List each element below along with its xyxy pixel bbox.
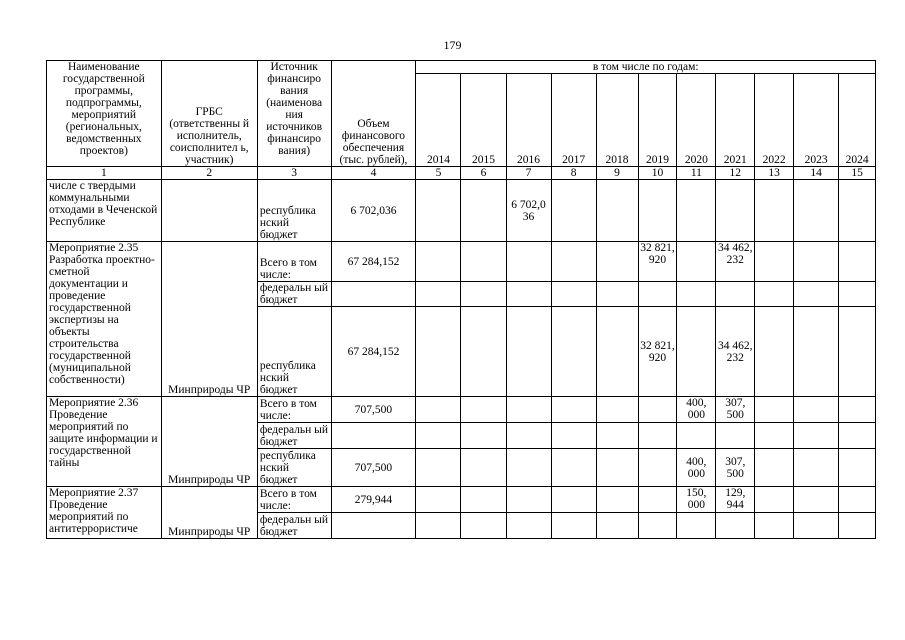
year-header: 2024 (839, 74, 876, 167)
header-volume: Объем финансового обеспечения (тыс. рублей), (331, 61, 416, 167)
year-value-2021: 307, 500 (716, 397, 755, 423)
volume-cell: 707,500 (331, 449, 416, 487)
header-years-caption: в том числе по годам: (416, 61, 876, 74)
year-value-2021: 307, 500 (716, 449, 755, 487)
funding-total-label: Всего в том числе: (257, 487, 331, 513)
column-number: 2 (161, 167, 257, 180)
year-header: 2016 (506, 74, 551, 167)
year-header: 2017 (551, 74, 596, 167)
year-header: 2020 (677, 74, 716, 167)
year-value-2020: 400, 000 (677, 397, 716, 423)
column-number: 8 (551, 167, 596, 180)
year-header: 2014 (416, 74, 461, 167)
volume-cell: 279,944 (331, 487, 416, 513)
year-header: 2022 (755, 74, 794, 167)
funding-source: республика нский бюджет (257, 180, 331, 242)
volume-cell (331, 282, 416, 307)
volume-cell (331, 423, 416, 449)
year-header: 2018 (596, 74, 638, 167)
year-value-2016: 6 702,0 36 (506, 180, 551, 242)
volume-cell: 707,500 (331, 397, 416, 423)
volume-cell: 67 284,152 (331, 307, 416, 397)
funding-source: республика нский бюджет (257, 307, 331, 397)
column-number: 6 (461, 167, 506, 180)
column-number: 10 (638, 167, 677, 180)
table-row (47, 487, 876, 513)
volume-cell: 67 284,152 (331, 242, 416, 282)
header-name: Наименование государственной программы, подпрограммы, мероприятий (региональных, ведомственных проектов) (47, 61, 162, 167)
funding-source: федеральн ый бюджет (257, 423, 331, 449)
column-number: 14 (794, 167, 839, 180)
column-number: 9 (596, 167, 638, 180)
year-header: 2019 (638, 74, 677, 167)
column-number: 13 (755, 167, 794, 180)
activity-name: Мероприятие 2.36 Проведение мероприятий по защите информации и государственной тайны (47, 397, 162, 487)
column-number: 15 (839, 167, 876, 180)
column-number: 7 (506, 167, 551, 180)
year-value-2021: 129, 944 (716, 487, 755, 513)
grbs-cell: Минприроды ЧР (161, 397, 257, 487)
column-number: 3 (257, 167, 331, 180)
funding-source: республика нский бюджет (257, 449, 331, 487)
year-value-2020: 400, 000 (677, 449, 716, 487)
table-row (47, 180, 876, 242)
activity-name: Мероприятие 2.37 Проведение мероприятий по антитеррористиче (47, 487, 162, 539)
year-header: 2021 (716, 74, 755, 167)
header-source: Источник финансиро вания (наименова ния источников финансиро вания) (257, 61, 331, 167)
activity-name: Мероприятие 2.35 Разработка проектно-сметной документации и проведение государственной экспертизы на объекты строительства государственной (муниципальной собственности) (47, 242, 162, 397)
funding-source: федеральн ый бюджет (257, 513, 331, 539)
volume-cell: 6 702,036 (331, 180, 416, 242)
funding-total-label: Всего в том числе: (257, 242, 331, 282)
funding-total-label: Всего в том числе: (257, 397, 331, 423)
funding-source: федеральн ый бюджет (257, 282, 331, 307)
column-number: 1 (47, 167, 162, 180)
year-value-2021: 34 462, 232 (716, 307, 755, 397)
volume-cell (331, 513, 416, 539)
activity-name: числе с твердыми коммунальными отходами в Чеченской Республике (47, 180, 162, 242)
header-grbs: ГРБС (ответственны й исполнитель, соисполнител ь, участник) (161, 61, 257, 167)
column-number: 12 (716, 167, 755, 180)
year-header: 2023 (794, 74, 839, 167)
column-number: 4 (331, 167, 416, 180)
year-value-2019: 32 821, 920 (638, 242, 677, 282)
page-number: 179 (443, 38, 462, 52)
year-value-2020: 150, 000 (677, 487, 716, 513)
column-number: 11 (677, 167, 716, 180)
grbs-cell: Минприроды ЧР (161, 242, 257, 397)
grbs-cell: Минприроды ЧР (161, 487, 257, 539)
year-value-2019: 32 821, 920 (638, 307, 677, 397)
budget-table (46, 60, 876, 539)
column-number: 5 (416, 167, 461, 180)
year-header: 2015 (461, 74, 506, 167)
year-value-2021: 34 462, 232 (716, 242, 755, 282)
grbs-cell (161, 180, 257, 242)
table-row (47, 242, 876, 282)
table-row (47, 397, 876, 423)
